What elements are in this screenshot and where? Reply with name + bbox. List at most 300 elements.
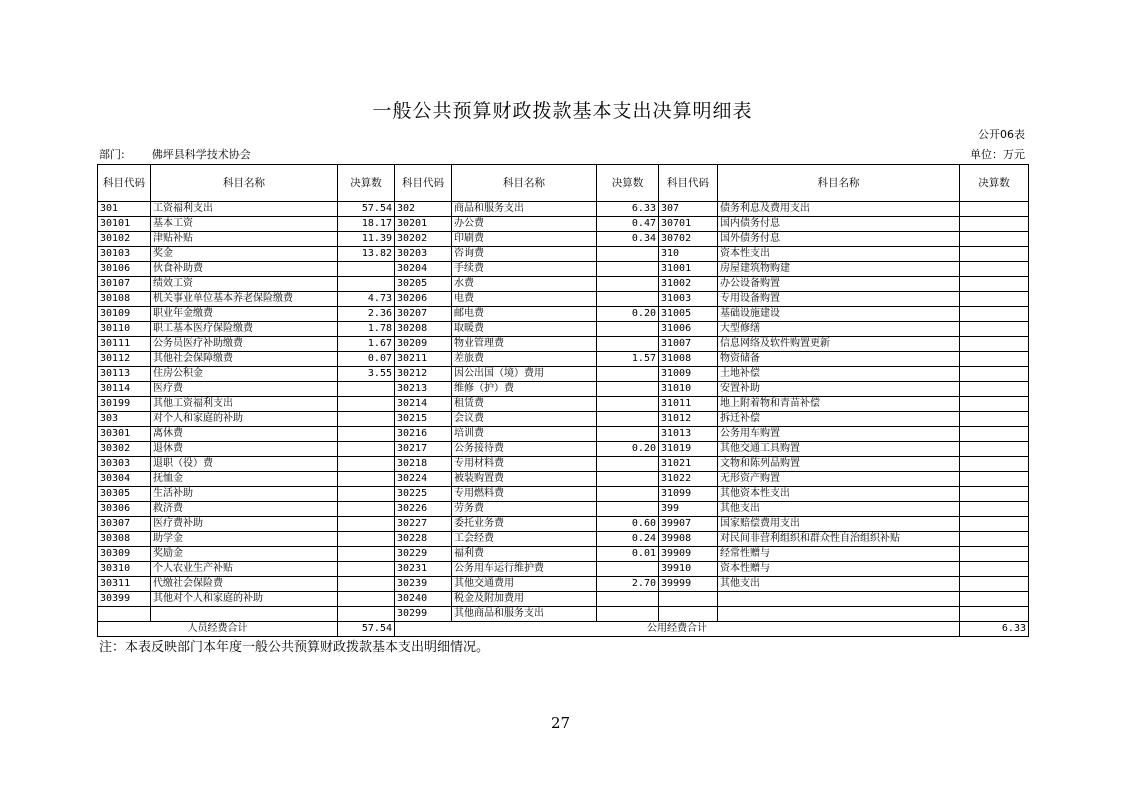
amount-cell-2 (597, 427, 659, 442)
amount-cell-1 (338, 277, 395, 292)
name-cell-1: 生活补助 (151, 487, 338, 502)
amount-cell-2: 0.34 (597, 232, 659, 247)
page-number: 27 (550, 714, 571, 732)
department-name: 佛坪县科学技术协会 (151, 148, 251, 161)
code-cell-3: 39908 (659, 532, 718, 547)
amount-cell-2: 0.01 (597, 547, 659, 562)
name-cell-2: 专用材料费 (452, 457, 597, 472)
name-cell-2: 差旅费 (452, 352, 597, 367)
code-cell-1 (98, 607, 151, 622)
name-cell-2: 会议费 (452, 412, 597, 427)
code-cell-2: 30225 (395, 487, 452, 502)
amount-cell-3 (960, 337, 1029, 352)
amount-cell-2 (597, 487, 659, 502)
code-cell-3: 39910 (659, 562, 718, 577)
code-cell-1: 30107 (98, 277, 151, 292)
table-row (98, 277, 1029, 292)
amount-cell-1 (338, 412, 395, 427)
amount-cell-1 (338, 562, 395, 577)
amount-cell-2: 1.57 (597, 352, 659, 367)
name-cell-2: 咨询费 (452, 247, 597, 262)
name-cell-3: 其他交通工具购置 (718, 442, 960, 457)
amount-cell-3 (960, 352, 1029, 367)
amount-cell-3 (960, 562, 1029, 577)
amount-cell-2 (597, 337, 659, 352)
name-cell-1: 绩效工资 (151, 277, 338, 292)
amount-cell-2 (597, 412, 659, 427)
table-row (98, 337, 1029, 352)
code-cell-3 (659, 607, 718, 622)
name-cell-1: 奖励金 (151, 547, 338, 562)
code-cell-1: 30114 (98, 382, 151, 397)
name-cell-1: 职业年金缴费 (151, 307, 338, 322)
amount-cell-3 (960, 232, 1029, 247)
amount-cell-3 (960, 487, 1029, 502)
header-code-3: 科目代码 (659, 165, 718, 202)
code-cell-1: 30309 (98, 547, 151, 562)
name-cell-3: 无形资产购置 (718, 472, 960, 487)
code-cell-3: 31021 (659, 457, 718, 472)
code-cell-2: 30208 (395, 322, 452, 337)
personnel-total-value: 57.54 (338, 622, 395, 637)
document-sheet (97, 97, 1028, 659)
code-cell-1: 30399 (98, 592, 151, 607)
code-cell-2: 30211 (395, 352, 452, 367)
amount-cell-2: 2.70 (597, 577, 659, 592)
code-cell-1: 30113 (98, 367, 151, 382)
code-cell-2: 30201 (395, 217, 452, 232)
code-cell-3: 31008 (659, 352, 718, 367)
amount-cell-1: 2.36 (338, 307, 395, 322)
name-cell-2: 租赁费 (452, 397, 597, 412)
code-cell-1: 30106 (98, 262, 151, 277)
name-cell-1: 基本工资 (151, 217, 338, 232)
name-cell-2: 专用燃料费 (452, 487, 597, 502)
amount-cell-2 (597, 382, 659, 397)
name-cell-3: 国内债务付息 (718, 217, 960, 232)
name-cell-2: 邮电费 (452, 307, 597, 322)
code-cell-1: 301 (98, 202, 151, 217)
code-cell-2: 30240 (395, 592, 452, 607)
amount-cell-3 (960, 412, 1029, 427)
amount-cell-2 (597, 292, 659, 307)
name-cell-1: 医疗费补助 (151, 517, 338, 532)
amount-cell-3 (960, 367, 1029, 382)
personnel-total-label: 人员经费合计 (98, 622, 338, 637)
amount-cell-2 (597, 367, 659, 382)
name-cell-1: 救济费 (151, 502, 338, 517)
public-total-label: 公用经费合计 (395, 622, 960, 637)
table-title: 一般公共预算财政拨款基本支出决算明细表 (372, 100, 753, 122)
name-cell-1: 其他对个人和家庭的补助 (151, 592, 338, 607)
table-row (98, 547, 1029, 562)
code-cell-3: 31006 (659, 322, 718, 337)
name-cell-3: 其他支出 (718, 502, 960, 517)
name-cell-2: 物业管理费 (452, 337, 597, 352)
amount-cell-3 (960, 607, 1029, 622)
amount-cell-1 (338, 442, 395, 457)
name-cell-2: 其他商品和服务支出 (452, 607, 597, 622)
name-cell-1: 退职（役）费 (151, 457, 338, 472)
amount-cell-3 (960, 202, 1029, 217)
header-code-1: 科目代码 (98, 165, 151, 202)
name-cell-2: 培训费 (452, 427, 597, 442)
name-cell-3: 其他支出 (718, 577, 960, 592)
code-cell-3 (659, 592, 718, 607)
amount-cell-1: 1.67 (338, 337, 395, 352)
amount-cell-1 (338, 382, 395, 397)
code-cell-2: 30231 (395, 562, 452, 577)
name-cell-1: 离休费 (151, 427, 338, 442)
name-cell-3: 资本性支出 (718, 247, 960, 262)
amount-cell-2: 0.20 (597, 442, 659, 457)
name-cell-3: 地上附着物和青苗补偿 (718, 397, 960, 412)
code-cell-1: 30301 (98, 427, 151, 442)
code-cell-1: 30311 (98, 577, 151, 592)
table-row (98, 322, 1029, 337)
code-cell-3: 39909 (659, 547, 718, 562)
amount-cell-1 (338, 457, 395, 472)
table-row (98, 262, 1029, 277)
footnote: 注：本表反映部门本年度一般公共预算财政拨款基本支出明细情况。 (99, 640, 490, 655)
amount-cell-1 (338, 487, 395, 502)
name-cell-3: 土地补偿 (718, 367, 960, 382)
amount-cell-2 (597, 502, 659, 517)
name-cell-1: 抚恤金 (151, 472, 338, 487)
code-cell-2: 30203 (395, 247, 452, 262)
name-cell-2: 手续费 (452, 262, 597, 277)
amount-cell-1 (338, 577, 395, 592)
name-cell-2: 办公费 (452, 217, 597, 232)
amount-cell-1: 1.78 (338, 322, 395, 337)
name-cell-2: 税金及附加费用 (452, 592, 597, 607)
name-cell-1: 对个人和家庭的补助 (151, 412, 338, 427)
table-row (98, 487, 1029, 502)
table-row (98, 397, 1029, 412)
amount-cell-3 (960, 292, 1029, 307)
code-cell-1: 30305 (98, 487, 151, 502)
name-cell-3: 基础设施建设 (718, 307, 960, 322)
amount-cell-1 (338, 607, 395, 622)
amount-cell-1: 0.07 (338, 352, 395, 367)
name-cell-1: 住房公积金 (151, 367, 338, 382)
amount-cell-1 (338, 592, 395, 607)
amount-cell-1 (338, 397, 395, 412)
code-cell-1: 30308 (98, 532, 151, 547)
name-cell-1: 退休费 (151, 442, 338, 457)
code-cell-2: 30213 (395, 382, 452, 397)
amount-cell-3 (960, 457, 1029, 472)
table-row (98, 442, 1029, 457)
header-amount-2: 决算数 (597, 165, 659, 202)
code-cell-3: 31009 (659, 367, 718, 382)
code-cell-1: 30103 (98, 247, 151, 262)
amount-cell-3 (960, 277, 1029, 292)
code-cell-3: 307 (659, 202, 718, 217)
code-cell-1: 30306 (98, 502, 151, 517)
table-row (98, 457, 1029, 472)
amount-cell-1 (338, 472, 395, 487)
name-cell-1: 个人农业生产补贴 (151, 562, 338, 577)
code-cell-2: 30224 (395, 472, 452, 487)
name-cell-3: 公务用车购置 (718, 427, 960, 442)
amount-cell-3 (960, 577, 1029, 592)
name-cell-2: 取暖费 (452, 322, 597, 337)
code-cell-3: 31013 (659, 427, 718, 442)
table-row (98, 202, 1029, 217)
code-cell-2: 30239 (395, 577, 452, 592)
amount-cell-1 (338, 502, 395, 517)
table-row (98, 292, 1029, 307)
amount-cell-2: 0.20 (597, 307, 659, 322)
table-row (98, 367, 1029, 382)
name-cell-3: 国家赔偿费用支出 (718, 517, 960, 532)
table-row (98, 562, 1029, 577)
public-total-value: 6.33 (960, 622, 1029, 637)
amount-cell-3 (960, 247, 1029, 262)
amount-cell-2 (597, 262, 659, 277)
amount-cell-2: 0.47 (597, 217, 659, 232)
name-cell-2: 公务用车运行维护费 (452, 562, 597, 577)
amount-cell-3 (960, 517, 1029, 532)
unit-label: 单位：万元 (970, 148, 1025, 161)
code-cell-2: 302 (395, 202, 452, 217)
name-cell-3: 物资储备 (718, 352, 960, 367)
name-cell-3: 文物和陈列品购置 (718, 457, 960, 472)
code-cell-2: 30218 (395, 457, 452, 472)
code-cell-2: 30214 (395, 397, 452, 412)
table-row (98, 607, 1029, 622)
name-cell-2: 公务接待费 (452, 442, 597, 457)
amount-cell-1: 57.54 (338, 202, 395, 217)
table-row (98, 307, 1029, 322)
code-cell-2: 30202 (395, 232, 452, 247)
meta-row (97, 145, 1028, 164)
table-header-row (98, 165, 1029, 202)
amount-cell-3 (960, 307, 1029, 322)
form-code: 公开06表 (978, 128, 1025, 141)
code-cell-1: 30199 (98, 397, 151, 412)
amount-cell-3 (960, 427, 1029, 442)
table-row (98, 352, 1029, 367)
code-cell-3: 31005 (659, 307, 718, 322)
amount-cell-1: 18.17 (338, 217, 395, 232)
code-cell-2: 30209 (395, 337, 452, 352)
name-cell-3: 资本性赠与 (718, 562, 960, 577)
amount-cell-1: 4.73 (338, 292, 395, 307)
name-cell-2: 福利费 (452, 547, 597, 562)
name-cell-1: 公务员医疗补助缴费 (151, 337, 338, 352)
code-cell-3: 31010 (659, 382, 718, 397)
table-row (98, 427, 1029, 442)
amount-cell-2 (597, 322, 659, 337)
code-cell-1: 30111 (98, 337, 151, 352)
code-cell-3: 30701 (659, 217, 718, 232)
name-cell-2: 委托业务费 (452, 517, 597, 532)
amount-cell-2 (597, 457, 659, 472)
amount-cell-1: 3.55 (338, 367, 395, 382)
header-name-1: 科目名称 (151, 165, 338, 202)
name-cell-3 (718, 592, 960, 607)
amount-cell-2 (597, 397, 659, 412)
name-cell-3: 拆迁补偿 (718, 412, 960, 427)
code-cell-3: 31002 (659, 277, 718, 292)
code-cell-3: 31019 (659, 442, 718, 457)
amount-cell-2: 6.33 (597, 202, 659, 217)
name-cell-1: 奖金 (151, 247, 338, 262)
code-cell-1: 30304 (98, 472, 151, 487)
amount-cell-1 (338, 532, 395, 547)
name-cell-3: 安置补助 (718, 382, 960, 397)
table-row (98, 577, 1029, 592)
code-cell-2: 30205 (395, 277, 452, 292)
code-cell-3: 31003 (659, 292, 718, 307)
amount-cell-3 (960, 322, 1029, 337)
name-cell-3: 经常性赠与 (718, 547, 960, 562)
name-cell-1: 代缴社会保险费 (151, 577, 338, 592)
amount-cell-2: 0.24 (597, 532, 659, 547)
amount-cell-3 (960, 502, 1029, 517)
code-cell-1: 30102 (98, 232, 151, 247)
department (99, 145, 251, 164)
table-row (98, 247, 1029, 262)
name-cell-3: 对民间非营利组织和群众性自治组织补贴 (718, 532, 960, 547)
code-cell-2: 30216 (395, 427, 452, 442)
table-row (98, 472, 1029, 487)
name-cell-1: 工资福利支出 (151, 202, 338, 217)
amount-cell-3 (960, 442, 1029, 457)
amount-cell-2: 0.60 (597, 517, 659, 532)
amount-cell-3 (960, 382, 1029, 397)
amount-cell-1 (338, 517, 395, 532)
code-cell-1: 30302 (98, 442, 151, 457)
amount-cell-1 (338, 427, 395, 442)
name-cell-2: 因公出国（境）费用 (452, 367, 597, 382)
code-cell-1: 30101 (98, 217, 151, 232)
code-cell-3: 31001 (659, 262, 718, 277)
amount-cell-2 (597, 472, 659, 487)
code-cell-1: 30307 (98, 517, 151, 532)
code-cell-2: 30229 (395, 547, 452, 562)
code-cell-2: 30226 (395, 502, 452, 517)
header-amount-3: 决算数 (960, 165, 1029, 202)
code-cell-2: 30207 (395, 307, 452, 322)
name-cell-3: 国外债务付息 (718, 232, 960, 247)
amount-cell-3 (960, 397, 1029, 412)
name-cell-2: 商品和服务支出 (452, 202, 597, 217)
code-cell-3: 30702 (659, 232, 718, 247)
code-cell-1: 30110 (98, 322, 151, 337)
code-cell-2: 30228 (395, 532, 452, 547)
code-cell-3: 31022 (659, 472, 718, 487)
code-cell-2: 30217 (395, 442, 452, 457)
name-cell-1: 医疗费 (151, 382, 338, 397)
amount-cell-3 (960, 472, 1029, 487)
code-cell-1: 30108 (98, 292, 151, 307)
amount-cell-3 (960, 532, 1029, 547)
amount-cell-3 (960, 547, 1029, 562)
amount-cell-1: 13.82 (338, 247, 395, 262)
name-cell-2: 水费 (452, 277, 597, 292)
table-row (98, 517, 1029, 532)
name-cell-3: 专用设备购置 (718, 292, 960, 307)
name-cell-2: 印刷费 (452, 232, 597, 247)
code-cell-3: 39999 (659, 577, 718, 592)
name-cell-1: 其他工资福利支出 (151, 397, 338, 412)
name-cell-2: 劳务费 (452, 502, 597, 517)
name-cell-3: 债务利息及费用支出 (718, 202, 960, 217)
amount-cell-3 (960, 217, 1029, 232)
table-row (98, 217, 1029, 232)
expenditure-table (97, 164, 1029, 637)
name-cell-2: 电费 (452, 292, 597, 307)
amount-cell-3 (960, 592, 1029, 607)
department-label: 部门: (99, 148, 125, 161)
name-cell-1: 职工基本医疗保险缴费 (151, 322, 338, 337)
name-cell-1: 其他社会保障缴费 (151, 352, 338, 367)
code-cell-1: 30303 (98, 457, 151, 472)
name-cell-2: 工会经费 (452, 532, 597, 547)
name-cell-3 (718, 607, 960, 622)
header-code-2: 科目代码 (395, 165, 452, 202)
code-cell-2: 30212 (395, 367, 452, 382)
header-name-2: 科目名称 (452, 165, 597, 202)
code-cell-2: 30206 (395, 292, 452, 307)
name-cell-1: 津贴补贴 (151, 232, 338, 247)
name-cell-3: 其他资本性支出 (718, 487, 960, 502)
table-row (98, 412, 1029, 427)
code-cell-3: 39907 (659, 517, 718, 532)
name-cell-3: 信息网络及软件购置更新 (718, 337, 960, 352)
code-cell-3: 31012 (659, 412, 718, 427)
header-amount-1: 决算数 (338, 165, 395, 202)
name-cell-1 (151, 607, 338, 622)
name-cell-2: 其他交通费用 (452, 577, 597, 592)
amount-cell-2 (597, 592, 659, 607)
code-cell-3: 31007 (659, 337, 718, 352)
amount-cell-1: 11.39 (338, 232, 395, 247)
code-cell-3: 31099 (659, 487, 718, 502)
amount-cell-2 (597, 607, 659, 622)
amount-cell-2 (597, 562, 659, 577)
code-cell-1: 303 (98, 412, 151, 427)
amount-cell-1 (338, 547, 395, 562)
table-row (98, 502, 1029, 517)
name-cell-1: 伙食补助费 (151, 262, 338, 277)
header-name-3: 科目名称 (718, 165, 960, 202)
table-row (98, 232, 1029, 247)
totals-row (98, 622, 1029, 637)
table-row (98, 382, 1029, 397)
table-row (98, 532, 1029, 547)
code-cell-1: 30109 (98, 307, 151, 322)
name-cell-2: 被装购置费 (452, 472, 597, 487)
table-row (98, 592, 1029, 607)
name-cell-2: 维修（护）费 (452, 382, 597, 397)
code-cell-2: 30204 (395, 262, 452, 277)
amount-cell-2 (597, 247, 659, 262)
name-cell-1: 助学金 (151, 532, 338, 547)
name-cell-3: 房屋建筑物购建 (718, 262, 960, 277)
code-cell-2: 30215 (395, 412, 452, 427)
code-cell-1: 30310 (98, 562, 151, 577)
code-cell-3: 31011 (659, 397, 718, 412)
amount-cell-3 (960, 262, 1029, 277)
amount-cell-1 (338, 262, 395, 277)
name-cell-3: 办公设备购置 (718, 277, 960, 292)
amount-cell-2 (597, 277, 659, 292)
name-cell-3: 大型修缮 (718, 322, 960, 337)
